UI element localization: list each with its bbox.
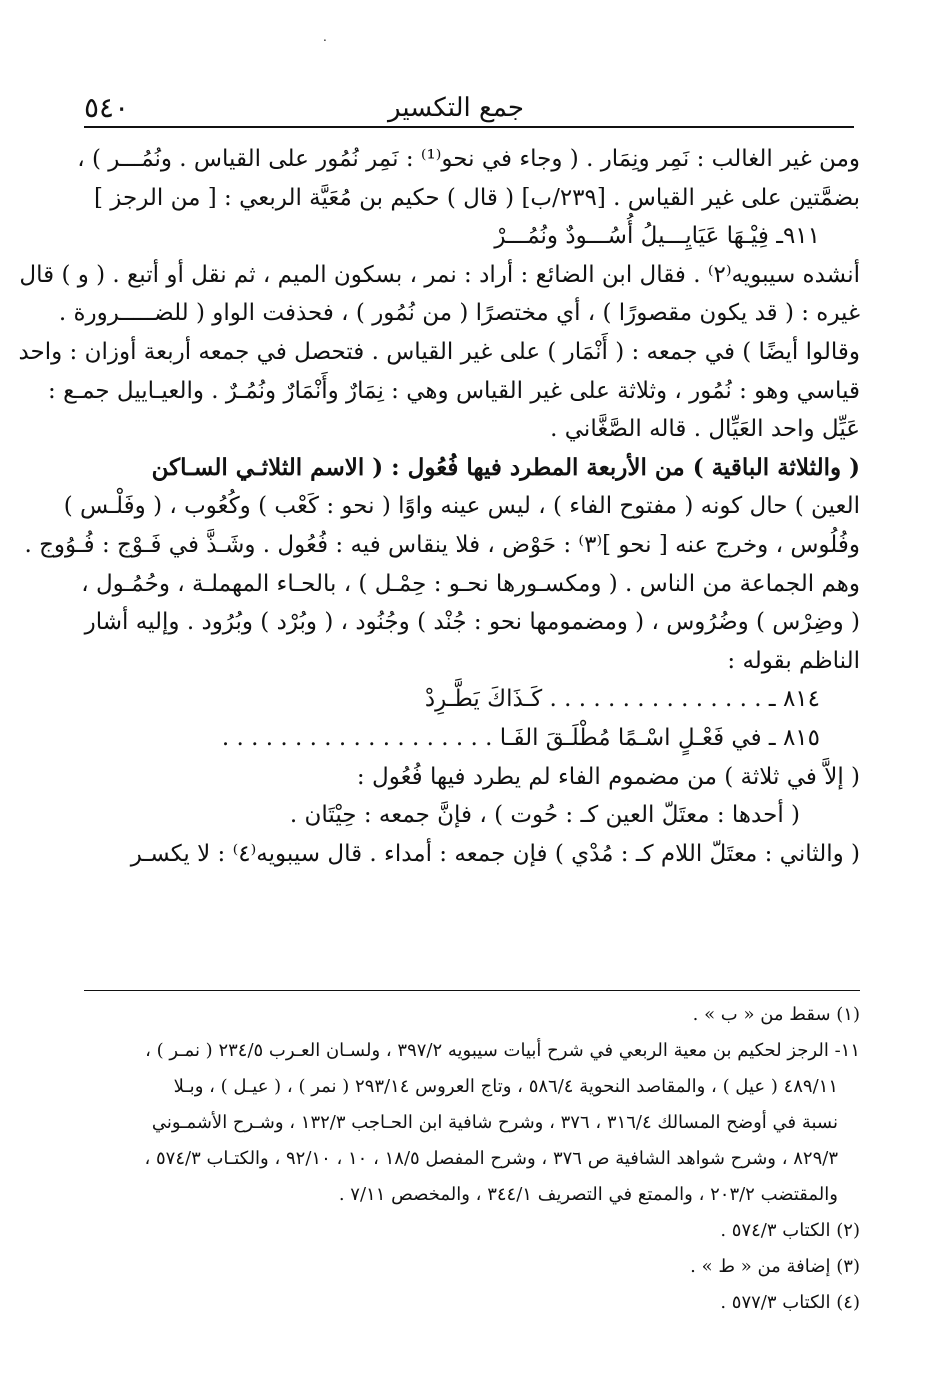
- text-line: ومن غير الغالب : نَمِر ونِمَار . ( وجاء في نحو⁽¹⁾ : نَمِر نُمُور على القياس . ونُمُـــر ) ،: [77, 146, 860, 172]
- page-number: ٥٤٠: [84, 91, 130, 124]
- text-line: وهم الجماعة من الناس . ( ومكسـورها نحـو : حِمْـل ) ، بالحـاء المهملـة ، وحُمُـول ،: [81, 570, 860, 597]
- footnote: (٢) الكتاب ٥٧٤/٣ .: [720, 1220, 860, 1241]
- footnote-continuation: والمقتضب ٢٠٣/٢ ، والممتع في التصريف ٣٤٤/١ ، والمخصص ٧/١١ .: [338, 1184, 838, 1205]
- footnote-continuation: نسبة في أوضح المسالك ٣١٦/٤ ، ٣٧٦ ، وشرح شافية ابن الحـاجب ١٣٢/٣ ، وشـرح الأشمـوني: [151, 1112, 838, 1133]
- footnote: (٤) الكتاب ٥٧٧/٣ .: [720, 1292, 860, 1313]
- text-line: عَيِّل واحد العَيِّال . قاله الصَّغَّاني .: [550, 416, 860, 443]
- text-line: أنشده سيبويه⁽٢⁾ . فقال ابن الضائع : أراد : نمر ، بسكون الميم ، ثم نقل أو أتبع . ( و ) قال: [19, 261, 860, 288]
- text-line: بضمَّتين على غير القياس . [٢٣٩/ب] ( قال ) حكيم بن مُعَيَّة الربعي : [ من الرجز ]: [94, 184, 860, 211]
- text-line: وفُلُوس ، وخرج عنه [ نحو ]⁽٣⁾ : حَوْض ، فلا ينقاس فيه : فُعُول . وشَـذَّ في فَـوْج : فُـوُوج .: [24, 531, 860, 558]
- text-line: العين ) حال كونه ( مفتوح الفاء ) ، ليس عينه واوًا ( نحو : كَعْب ) وكُعُوب ، ( وفَلْـس ): [63, 493, 860, 520]
- text-line: الناظم بقوله :: [727, 647, 860, 674]
- footnote: (٣) إضافة من « ط » .: [690, 1256, 860, 1277]
- text-line: ( إلاَّ في ثلاثة ) من مضموم الفاء لم يطرد فيها فُعُول :: [356, 763, 860, 790]
- main-text: [18, 140, 860, 873]
- verse-line: ٩١١ـ فِيْـهَا عَيَايِـــيلُ أُسُـــودٌ ونُمُـــرْ: [494, 223, 820, 250]
- verse-line: ٨١٥ ـ في فَعْـلٍ اسْـمًا مُطْلَـقَ الفَـا . . . . . . . . . . . . . . . . . . .: [221, 724, 820, 751]
- footnote-continuation: ٨٢٩/٣ ، وشرح شواهد الشافية ص ٣٧٦ ، وشرح المفصل ١٨/٥ ، ١٠ ، ٩٢/١٠ ، والكتـاب ٥٧٤/٣ ،: [144, 1148, 838, 1169]
- text-line: ( وضِرْس ) وضُرُوس ، ( ومضمومها نحو : جُنْد ) وجُنُود ، ( وبُرْد ) وبُرُود . وإليه أشار: [84, 609, 860, 636]
- footnotes: [84, 990, 860, 1321]
- footnote: (١) سقط من « ب » .: [692, 1004, 860, 1025]
- page-header: [84, 84, 854, 128]
- text-line: ( والثلاثة الباقية ) من الأربعة المطرد فيها فُعُول : ( الاسم الثلاثـي السـاكن: [151, 453, 860, 481]
- verse-line: ٨١٤ ـ . . . . . . . . . . . . . . . كَـذَاكَ يَطَّـرِدْ: [424, 686, 820, 713]
- footnote: ١١- الرجز لحكيم بن معية الربعي في شرح أبيات سيبويه ٣٩٧/٢ ، ولسـان العـرب ٢٣٤/٥ ( نمـر ) ،: [145, 1040, 860, 1061]
- text-line: غيره : ( قد يكون مقصورًا ) ، أي مختصرًا ( من نُمُور ) ، فحذفت الواو ( للضـــــرورة .: [58, 300, 860, 327]
- text-line: وقالوا أيضًا ) في جمعه : ( أَنْمَار ) على غير القياس . فتحصل في جمعه أربعة أوزان : واحد: [18, 338, 860, 365]
- text-line: ( والثاني : معتَلّ اللام كـ : مُدْي ) فإن جمعه : أمداء . قال سيبويه⁽٤⁾ : لا يكسـر: [130, 840, 860, 867]
- footnote-continuation: ٤٨٩/١١ ( عيل ) ، والمقاصد النحوية ٥٨٦/٤ ، وتاج العروس ٢٩٣/١٤ ( نمر ) ، ( عيـل ) ، وبـلا: [173, 1076, 838, 1097]
- page-title: جمع التكسير: [388, 93, 524, 123]
- text-line: ( أحدها : معتَلّ العين كـ : حُوت ) ، فإنَّ جمعه : حِيْتَان .: [289, 802, 800, 829]
- text-line: قياسي وهو : نُمُور ، وثلاثة على غير القياس وهي : نِمَارٌ وأَنْمَارٌ ونُمُـرٌ . والعيـاييل جمـع :: [48, 377, 860, 404]
- book-page: . ٥٤٠ جمع التكسير ومن غير الغالب : نَمِر ونِمَار . ( وجاء في نحو⁽¹⁾ : نَمِر نُمُور على القياس . ونُمُـــر ) ، بضمَّتين على غير القياس . [٢٣٩/ب] ( قال ) حكيم بن مُعَيَّة الربعي : [ من الرجز ] ٩١١ـ فِيْـهَا عَيَايِـــيلُ أُسُـــودٌ ونُمُـــرْ أنشده سيبويه⁽٢⁾ . فقال ابن الضائع : أراد : نمر ، بسكون الميم ، ثم نقل أو أتبع . ( و ) قال غيره : ( قد يكون مقصورًا ) ، أي مختصرًا ( من نُمُور ) ، فحذفت الواو ( للضـــــرورة . وقالوا أيضًا ) في جمعه : ( أَنْمَار ) على غير القياس . فتحصل في جمعه أربعة أوزان : واحد قياسي وهو : نُمُور ، وثلاثة على غير القياس وهي : نِمَارٌ وأَنْمَارٌ ونُمُـرٌ . والعيـاييل جمـع : عَيِّل واحد العَيِّال . قاله الصَّغَّاني . ( والثلاثة الباقية ) من الأربعة المطرد فيها فُعُول : ( الاسم الثلاثـي السـاكن العين ) حال كونه ( مفتوح الفاء ) ، ليس عينه واوًا ( نحو : كَعْب ) وكُعُوب ، ( وفَلْـس ) وفُلُوس ، وخرج عنه [ نحو ]⁽٣⁾ : حَوْض ، فلا ينقاس فيه : فُعُول . وشَـذَّ في فَـوْج : فُـوُوج . وهم الجماعة من الناس . ( ومكسـورها نحـو : حِمْـل ) ، بالحـاء المهملـة ، وحُمُـول ، ( وضِرْس ) وضُرُوس ، ( ومضمومها نحو : جُنْد ) وجُنُود ، ( وبُرْد ) وبُرُود . وإليه أشار الناظم بقوله : ٨١٤ ـ . . . . . . . . . . . . . . . كَـذَاكَ يَطَّـرِدْ ٨١٥ ـ في فَعْـلٍ اسْـمًا مُطْلَـقَ الفَـا . . . . . . . . . . . . . . . . . . . ( إلاَّ في ثلاثة ) من مضموم الفاء لم يطرد فيها فُعُول : ( أحدها : معتَلّ العين كـ : حُوت ) ، فإنَّ جمعه : حِيْتَان . ( والثاني : معتَلّ اللام كـ : مُدْي ) فإن جمعه : أمداء . قال سيبويه⁽٤⁾ : لا يكسـر (١) سقط من « ب » . ١١- الرجز لحكيم بن معية الربعي في شرح أبيات سيبويه ٣٩٧/٢ ، ولسـان العـرب ٢٣٤/٥ ( نمـر ) ، ٤٨٩/١١ ( عيل ) ، والمقاصد النحوية ٥٨٦/٤ ، وتاج العروس ٢٩٣/١٤ ( نمر ) ، ( عيـل ) ، وبـلا نسبة في أوضح المسالك ٣١٦/٤ ، ٣٧٦ ، وشرح شافية ابن الحـاجب ١٣٢/٣ ، وشـرح الأشمـوني ٨٢٩/٣ ، وشرح شواهد الشافية ص ٣٧٦ ، وشرح المفصل ١٨/٥ ، ١٠ ، ٩٢/١٠ ، والكتـاب ٥٧٤/٣ ، والمقتضب ٢٠٣/٢ ، والممتع في التصريف ٣٤٤/١ ، والمخصص ٧/١١ . (٢) الكتاب ٥٧٤/٣ . (٣) إضافة من « ط » . (٤) الكتاب ٥٧٧/٣ .: [0, 0, 938, 1381]
